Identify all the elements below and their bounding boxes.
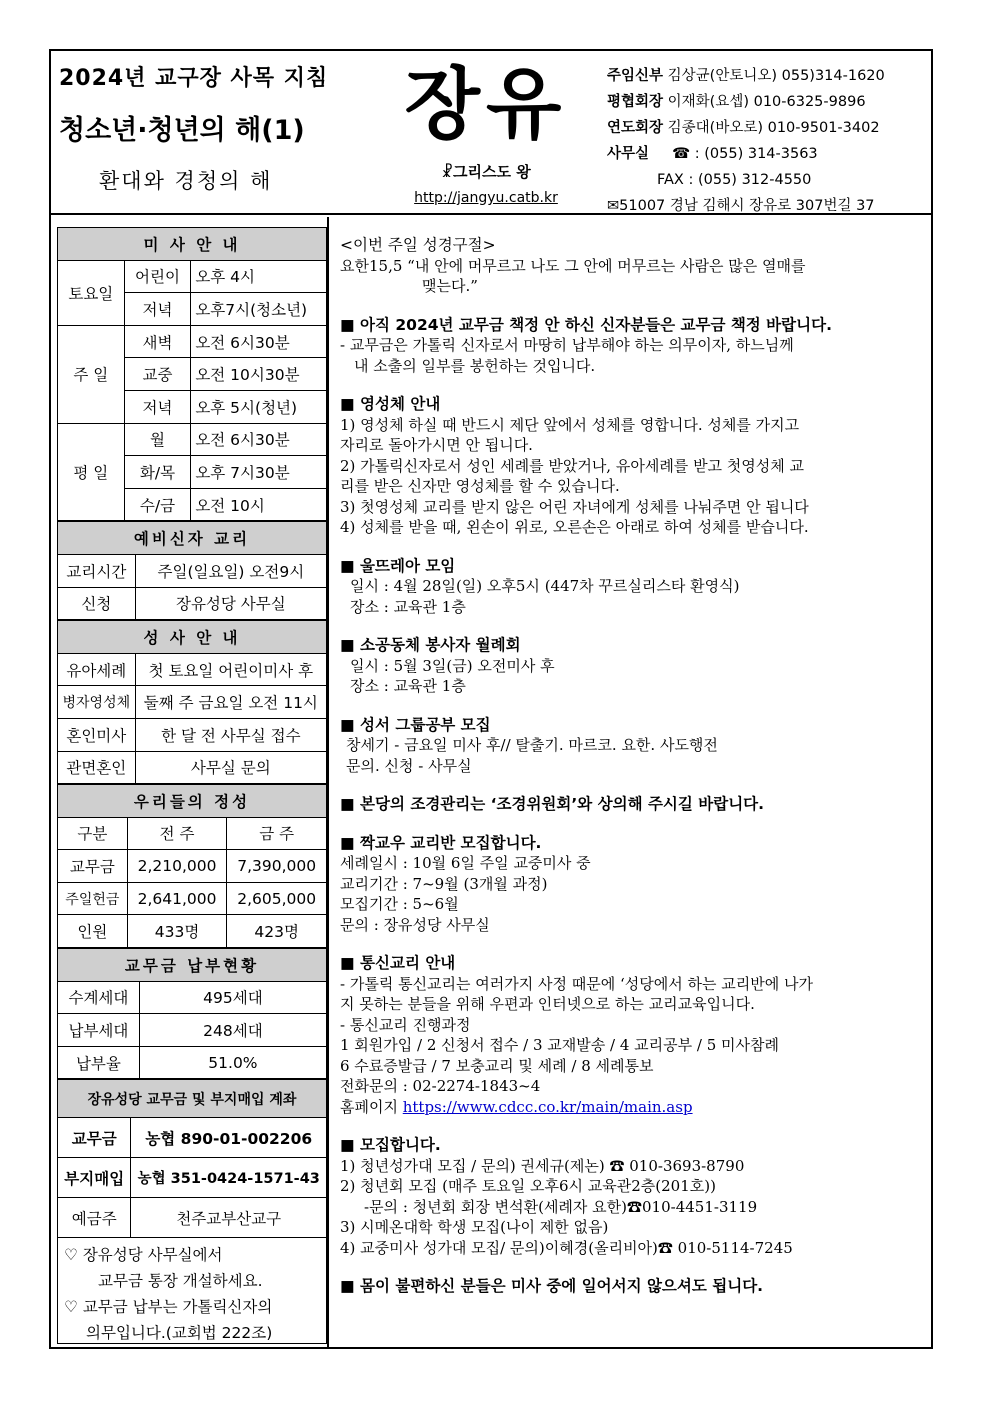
account-title: 장유성당 교무금 및 부지매입 계좌 (58, 1080, 327, 1118)
sacrament-table: 성 사 안 내 유아세례 첫 토요일 어린이미사 후 병자영성체 둘째 주 금요일 오전 11시 혼인미사 한 달 전 사무실 접수 관면혼인 사무실 문의 (57, 620, 327, 784)
dues-table: 교무금 납부현황 수계세대 495세대 납부세대 248세대 납부율 51.0% (57, 948, 327, 1079)
recruitment-title: ■ 모집합니다. (340, 1136, 441, 1154)
contact-row: 주임신부 김상균(안토니오) 055)314-1620 (607, 68, 885, 84)
community-meeting-title: ■ 소공동체 봉사자 월례회 (340, 636, 521, 654)
parish-url-link[interactable]: http://jangyu.catb.kr (414, 190, 558, 206)
header-title-block (371, 55, 601, 206)
catechumen-table: 예비신자 교리 교리시간 주일(일요일) 오전9시 신청 장유성당 사무실 (57, 521, 327, 620)
parish-title: 장유 (404, 60, 568, 150)
sunday-label: 주 일 (58, 325, 125, 423)
feast-subtitle: ☧그리스도 왕 (441, 163, 531, 181)
dues-title: 교무금 납부현황 (58, 949, 327, 982)
header-left (59, 61, 359, 195)
correspondence-class-title: ■ 통신교리 안내 (340, 954, 456, 972)
contact-row: 사무실 ☎ : (055) 314-3563 (607, 146, 818, 162)
contact-row: 평협회장 이재화(요셉) 010-6325-9896 (607, 94, 866, 110)
account-table: 장유성당 교무금 및 부지매입 계좌 교무금 농협 890-01-002206 부지매입 농협 351-0424-1571-43 예금주 천주교부산교구 (57, 1079, 327, 1238)
homepage-row: 홈페이지 https://www.cdcc.co.kr/main/main.asp (340, 1097, 693, 1116)
office-notes: ♡ 장유성당 사무실에서 교무금 통장 개설하세요. ♡ 교무금 납부는 가톨릭신자의 의무입니다.(교회법 222조) (57, 1238, 327, 1344)
mass-table: 미 사 안 내 토요일 어린이 오후 4시 저녁 오후7시(청소년) 주 일 새벽 오전 6시30분 교중 오전 10시30분 저녁 오후 5시(청년) 평 일 월 오전 6시30분 화/목 오후 7시30분 수/금 오전 10시 (57, 227, 327, 521)
right-column: <이번 주일 성경구절> 요한15,5 “내 안에 머무르고 나도 그 안에 머무르는 사람은 많은 열매를 맺는다.” ■ 아직 2024년 교무금 책정 안 하신 신자분들은 교무금 책정 바랍니다. - 교무금은 가톨릭 신자로서 마땅히 납부해야 하는 의무이자, 하느님께 내 소출의 일부를 봉헌하는 것입니다. ■ 영성체 안내 1) 영성체 하실 때 반드시 제단 앞에서 성체를 영합니다. 성체를 가지고 자리로 돌아가시면 안 됩니다. 2) 가톨릭신자로서 성인 세례를 받았거나, 유아세례를 받고 첫영성체 교 리를 받은 신자만 영성체를 할 수 있습니다. 3) 첫영성체 교리를 받지 않은 어린 자녀에게 성체를 나눠주면 안 됩니다 4) 성체를 받을 때, 왼손이 위로, 오른손은 아래로 하여 성체를 받습니다. ■ 울뜨레아 모임 일시 : 4월 28일(일) 오후5시 (447차 꾸르실리스타 환영식) 장소 : 교육관 1층 ■ 소공동체 봉사자 월례회 일시 : 5월 3일(금) 오전미사 후 장소 : 교육관 1층 ■ 성서 그룹공부 모집 창세기 - 금요일 미사 후// 탈출기. 마르코. 요한. 사도행전 문의. 신청 - 사무실 ■ 본당의 조경관리는 ‘조경위원회’와 상의해 주시길 바랍니다. ■ 짝교우 교리반 모집합니다. 세례일시 : 10월 6일 주일 교중미사 중 교리기간 : 7~9월 (3개월 과정) 모집기간 : 5~6월 문의 : 장유성당 사무실 ■ 통신교리 안내 - 가톨릭 통신교리는 여러가지 사정 때문에 ‘성당에서 하는 교리반에 나가 지 못하는 분들을 위해 우편과 인터넷으로 하는 교리교육입니다. - 통신교리 진행과정 1 회원가입 / 2 신청서 접수 / 3 교재발송 / 4 교리공부 / 5 미사참례 6 수료증발급 / 7 보충교리 및 세례 / 8 세례통보 전화문의 : 02-2274-1843~4 홈페이지 https://www.cdcc.co.kr/main/main.asp ■ 모집합니다. 1) 청년성가대 모집 / 문의) 권세규(제논) ☎ 010-3693-8790 2) 청년회 모집 (매주 토요일 오후6시 교육관2층(201호)) -문의 : 청년회 회장 변석환(세례자 요한)☎010-4451-3119 3) 시메온대학 학생 모집(나이 제한 없음) 4) 교중미사 성가대 모집/ 문의)이혜경(올리비아)☎ 010-5114-7245 ■ 몸이 불편하신 분들은 미사 중에 일어서지 않으셔도 됩니다. (340, 235, 930, 1297)
year-theme: 청소년·청년의 해(1) (59, 115, 305, 146)
offering-table: 우리들의 정성 구분 전 주 금 주 교무금 2,210,000 7,390,000 주일헌금 2,641,000 2,605,000 인원 433명 423명 (57, 784, 327, 948)
contact-row: FAX : (055) 312-4550 (657, 172, 812, 188)
ultreya-title: ■ 울뜨레아 모임 (340, 556, 456, 575)
contact-list (607, 63, 927, 219)
mobility-notice-title: ■ 몸이 불편하신 분들은 미사 중에 일어서지 않으셔도 됩니다. (340, 1277, 764, 1295)
saturday-label: 토요일 (58, 260, 125, 325)
offering-title: 우리들의 정성 (58, 785, 327, 818)
bulletin-page (49, 49, 933, 1349)
landscape-notice-title: ■ 본당의 조경관리는 ‘조경위원회’와 상의해 주시길 바랍니다. (340, 795, 765, 813)
catechumen-title: 예비신자 교리 (58, 522, 327, 555)
sacrament-title: 성 사 안 내 (58, 621, 327, 654)
weekday-label: 평 일 (58, 423, 125, 521)
gospel-text: 요한15,5 “내 안에 머무르고 나도 그 안에 머무르는 사람은 많은 열매를 (340, 256, 806, 275)
partner-class-title: ■ 짝교우 교리반 모집합니다. (340, 833, 542, 852)
header (51, 51, 931, 215)
content (51, 217, 931, 1347)
bible-study-title: ■ 성서 그룹공부 모집 (340, 715, 491, 734)
left-column (57, 227, 327, 1344)
contact-row: 연도회장 김종대(바오로) 010-9501-3402 (607, 120, 880, 136)
mass-title: 미 사 안 내 (58, 228, 327, 261)
pastoral-guideline: 2024년 교구장 사목 지침 (59, 66, 329, 91)
column-divider (327, 217, 329, 1347)
dues-notice-title: ■ 아직 2024년 교무금 책정 안 하신 신자분들은 교무금 책정 바랍니다. (340, 315, 832, 334)
contact-row: ✉51007 경남 김해시 장유로 307번길 37 (607, 198, 875, 214)
gospel-title: <이번 주일 성경구절> (340, 236, 496, 254)
cdcc-homepage-link[interactable]: https://www.cdcc.co.kr/main/main.asp (402, 1097, 693, 1116)
year-subtheme: 환대와 경청의 해 (99, 169, 273, 193)
communion-notice-title: ■ 영성체 안내 (340, 395, 441, 413)
